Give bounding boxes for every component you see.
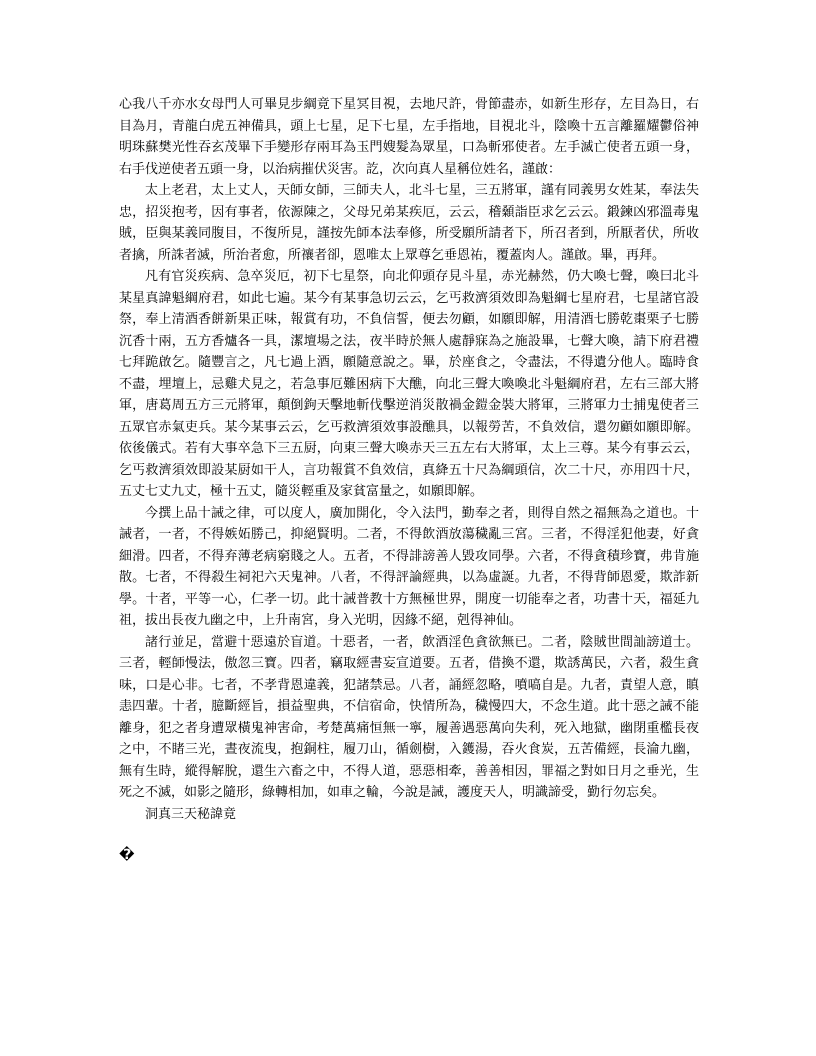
paragraph-seven-stars-ritual: 凡有官災疾病、急卒災厄，初下七星祭，向北仰頭存見斗星，赤光赫然，仍大喚七聲，喚曰北斗某星真諱魁綱府君，如此七遍。某今有某事急切云云，乞丐救濟須效即為魁綱七星府君，七星諸官設祭，奉上清酒香餅新果正味，報賞有功，不負信誓，便去勿顧，如願即解，用清酒七勝乾棗栗子七勝沉香十兩，五方香爐各一具，潔壇場之法，夜半時於無人處靜寐為之施設畢，七聲大喚，請下府君禮七拜跪啟乞。隨豐言之，凡七過上酒，願隨意說之。畢，於座食之，令盡法，不得遺分他人。臨時食不盡，埋壇上，忌雞犬見之，若急事厄難困病下大醮，向北三聲大喚喚北斗魁綱府君，左右三部大將軍，唐葛周五方三元將軍，顛倒鉤天擊地斬伐擊逆消災散禍金鎧金裝大將軍，三將軍力士捕鬼使者三五眾官赤氣吏兵。某今某事云云，乞丐救濟須效事設醮具，以報勞苦，不負效信，還勿顧如願即解。依後儀式。若有大事卒急下三五厨，向東三聲大喚赤天三五左右大將軍，太上三尊。某今有事云云，乞丐救濟須效即設某厨如干人，言功報賞不負效信，真絳五十尺為綱頭信，次二十尺，亦用四十尺，五丈七丈九丈，極十五丈，隨災輕重及家貧富量之，如願即解。 [119,269,699,499]
paragraph-incantation: 心我八千亦水女母門人可畢見步綱竟下星冥目視，去地尺許，骨節盡赤，如新生形存，左目為日，右目為月，青龍白虎五神備具，頭上七星，足下七星，左手指地，目視北斗，陰喚十五言離羅耀鬱俗神明珠蘇樊光性吞玄茂畢下手變形存兩耳為玉門嫂髮為眾星，口為斬邪使者。左手滅亡使者五頭一身，右手伐逆使者五頭一身，以治病摧伏災害。訖，次向真人星稱位姓名，謹啟： [119,97,699,177]
document-page [119,94,699,865]
paragraph-ten-evils: 諸行並足，當避十惡遠於盲道。十惡者，一者，飲酒淫色貪欲無已。二者，陰賊世間訕謗道士。三者，輕師慢法，傲忽三寶。四者，竊取經書妄宣道要。五者，借換不還，欺誘萬民，六者，殺生貪味，口是心非。七者，不孝背恩違義，犯諸禁忌。八者，誦經忽略，噴嗃自是。九者，責望人意，瞋恚四輩。十者，臆斷經旨，損益聖典，不信宿命，快情所為，穢慢四大，不念生道。此十惡之誡不能離身，犯之者身遭眾橫鬼神害命，考楚萬痛恒無一寧，履善遇惡萬向失利，死入地獄，幽閉重檻長夜之中，不睹三光，晝夜流曳，抱銅柱，履刀山，循劍樹，入鑊湯，吞火食炭，五苦備經，長淪九幽，無有生時，縱得解脫，還生六畜之中，不得人道，惡惡相牽，善善相因，罪福之對如日月之垂光，生死之不滅，如影之隨形，綠轉相加，如車之輪，今說是誡，護度天人，明識諦受，勤行勿忘矣。 [119,634,699,800]
paragraph-ten-precepts: 今撰上品十誡之律，可以度人，廣加開化，令入法門，勤奉之者，則得自然之福無為之道也。十誡者，一者，不得嫉妬勝己，抑絕賢明。二者，不得飲酒放蕩穢亂三宮。三者，不得淫犯他妻，好貪細滑。四者，不得弃薄老病窮賤之人。五者，不得誹謗善人毀攻同學。六者，不得貪積珍寶，弗肯施散。七者，不得殺生祠祀六天鬼神。八者，不得評論經典，以為虛誕。九者，不得背師恩愛，欺詐新學。十者，平等一心，仁孝一切。此十誡普教十方無極世界，開度一切能奉之者，功書十天，福延九祖，拔出長夜九幽之中，上升南宮，身入光明，因緣不絕，剋得神仙。 [119,505,699,628]
paragraph-closing-title: 洞真三天秘諱竟 [145,806,237,822]
paragraph-invocation: 太上老君，太上丈人，天師女師，三師夫人，北斗七星，三五將軍，謹有同義男女姓某，奉法失忠，招災抱考，因有事者，依源陳之，父母兄弟某疾厄，云云，稽顙詣臣求乞云云。鍛鍊凶邪溫毒鬼賊，臣與某義同腹目，不復所見，謹按先師本法奉修，所受願所請者下，所召者到，所厭者伏，所收者擒，所誅者滅，所治者愈，所禳者卻，恩唯太上眾尊乞垂恩祐，覆蓋肉人。謹啟。畢，再拜。 [119,183,699,263]
replacement-character-mark: � [119,847,135,863]
